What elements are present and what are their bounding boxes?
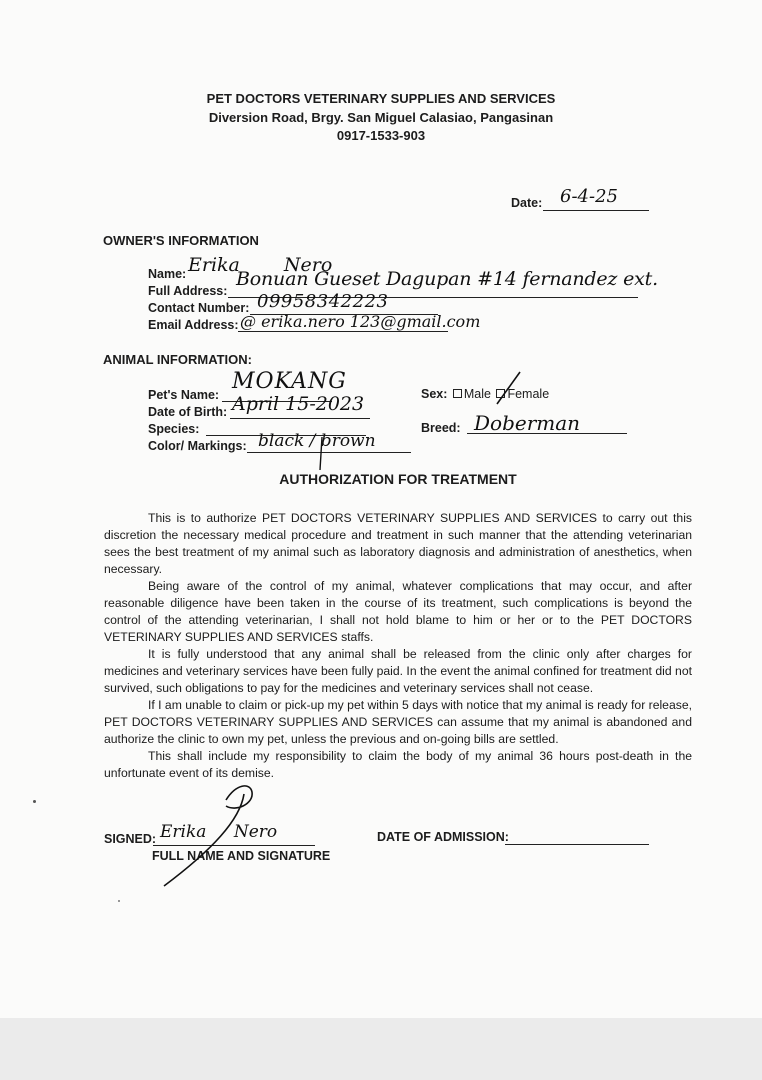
owner-address-label: Full Address: xyxy=(148,284,228,298)
dob-label: Date of Birth: xyxy=(148,405,228,419)
date-label: Date: xyxy=(511,196,543,210)
authorization-paragraph: This is to authorize PET DOCTORS VETERINARY SUPPLIES AND SERVICES to carry out this discretion the necessary medical procedure and treatment in such manner that the attending veterinarian sees the best treatment of my animal such as laboratory diagnosis and administration of anesthetics, when necessary. xyxy=(104,511,692,576)
dob-value: April 15-2023 xyxy=(232,393,365,415)
company-name: PET DOCTORS VETERINARY SUPPLIES AND SERVICES xyxy=(206,91,556,106)
signed-label: SIGNED: xyxy=(104,832,157,846)
owner-contact-value: 09958342223 xyxy=(257,291,389,312)
sex-check-mark xyxy=(497,372,520,404)
owner-email-value: @ erika.nero 123@gmail.com xyxy=(240,312,481,331)
breed-label: Breed: xyxy=(421,421,461,435)
authorization-paragraph: Being aware of the control of my animal, whatever complications that may occur, and after reasonable diligence have been taken in the course of its treatment, such complications is beyond the control of the attending veterinarian, I shall not hold blame to him or her or to the PET DOCTORS VETERINARY SUPPLIES AND SERVICES staffs. xyxy=(104,579,692,644)
authorization-paragraph: If I am unable to claim or pick-up my pet within 5 days with notice that my animal is ready for release, PET DOCTORS VETERINARY SUPPLIES AND SERVICES can assume that my animal is abandoned and authorize the clinic to own my pet, unless the previous and on-going bills are settled. xyxy=(104,698,692,746)
breed-value: Doberman xyxy=(474,411,581,435)
signature-caption: FULL NAME AND SIGNATURE xyxy=(152,849,331,863)
company-phone: 0917-1533-903 xyxy=(336,128,426,143)
pet-name-label: Pet's Name: xyxy=(148,388,220,402)
authorization-paragraph: It is fully understood that any animal shall be released from the clinic only after charges for medicines and veterinary services have been fully paid. In the event the animal confined for treatment did not survived, such obligations to pay for the medicines and veterinary services shall not cease. xyxy=(104,647,692,695)
owner-name-value: Erika Nero xyxy=(188,254,333,276)
color-label: Color/ Markings: xyxy=(148,439,247,453)
pet-name-value: MOKANG xyxy=(232,369,347,394)
signature-value: Erika Nero xyxy=(160,822,278,842)
owner-email-label: Email Address: xyxy=(148,318,239,332)
company-address: Diversion Road, Brgy. San Miguel Calasiao, Pangasinan xyxy=(208,110,554,125)
authorization-title: AUTHORIZATION FOR TREATMENT xyxy=(279,471,517,487)
scan-dot xyxy=(118,900,120,902)
male-option-label: Male xyxy=(463,387,491,401)
animal-section-title: ANIMAL INFORMATION: xyxy=(103,352,252,367)
signature-flourish xyxy=(164,786,252,886)
owner-section-title: OWNER'S INFORMATION xyxy=(103,233,259,248)
female-option-label: Female xyxy=(507,387,550,401)
sex-label: Sex: xyxy=(421,387,448,401)
owner-contact-label: Contact Number: xyxy=(148,301,250,315)
authorization-paragraph: This shall include my responsibility to claim the body of my animal 36 hours post-death in the unfortunate event of its demise. xyxy=(104,749,692,780)
species-label: Species: xyxy=(148,422,200,436)
admission-label: DATE OF ADMISSION: xyxy=(377,830,509,844)
date-value: 6-4-25 xyxy=(560,186,618,207)
scan-dot xyxy=(33,800,36,803)
stray-pen-stroke xyxy=(320,437,322,470)
owner-address-value: Bonuan Gueset Dagupan #14 fernandez ext. xyxy=(236,268,658,290)
owner-name-label: Name: xyxy=(148,267,187,281)
color-value: black / brown xyxy=(258,431,376,451)
scan-bottom-band xyxy=(0,1018,762,1080)
